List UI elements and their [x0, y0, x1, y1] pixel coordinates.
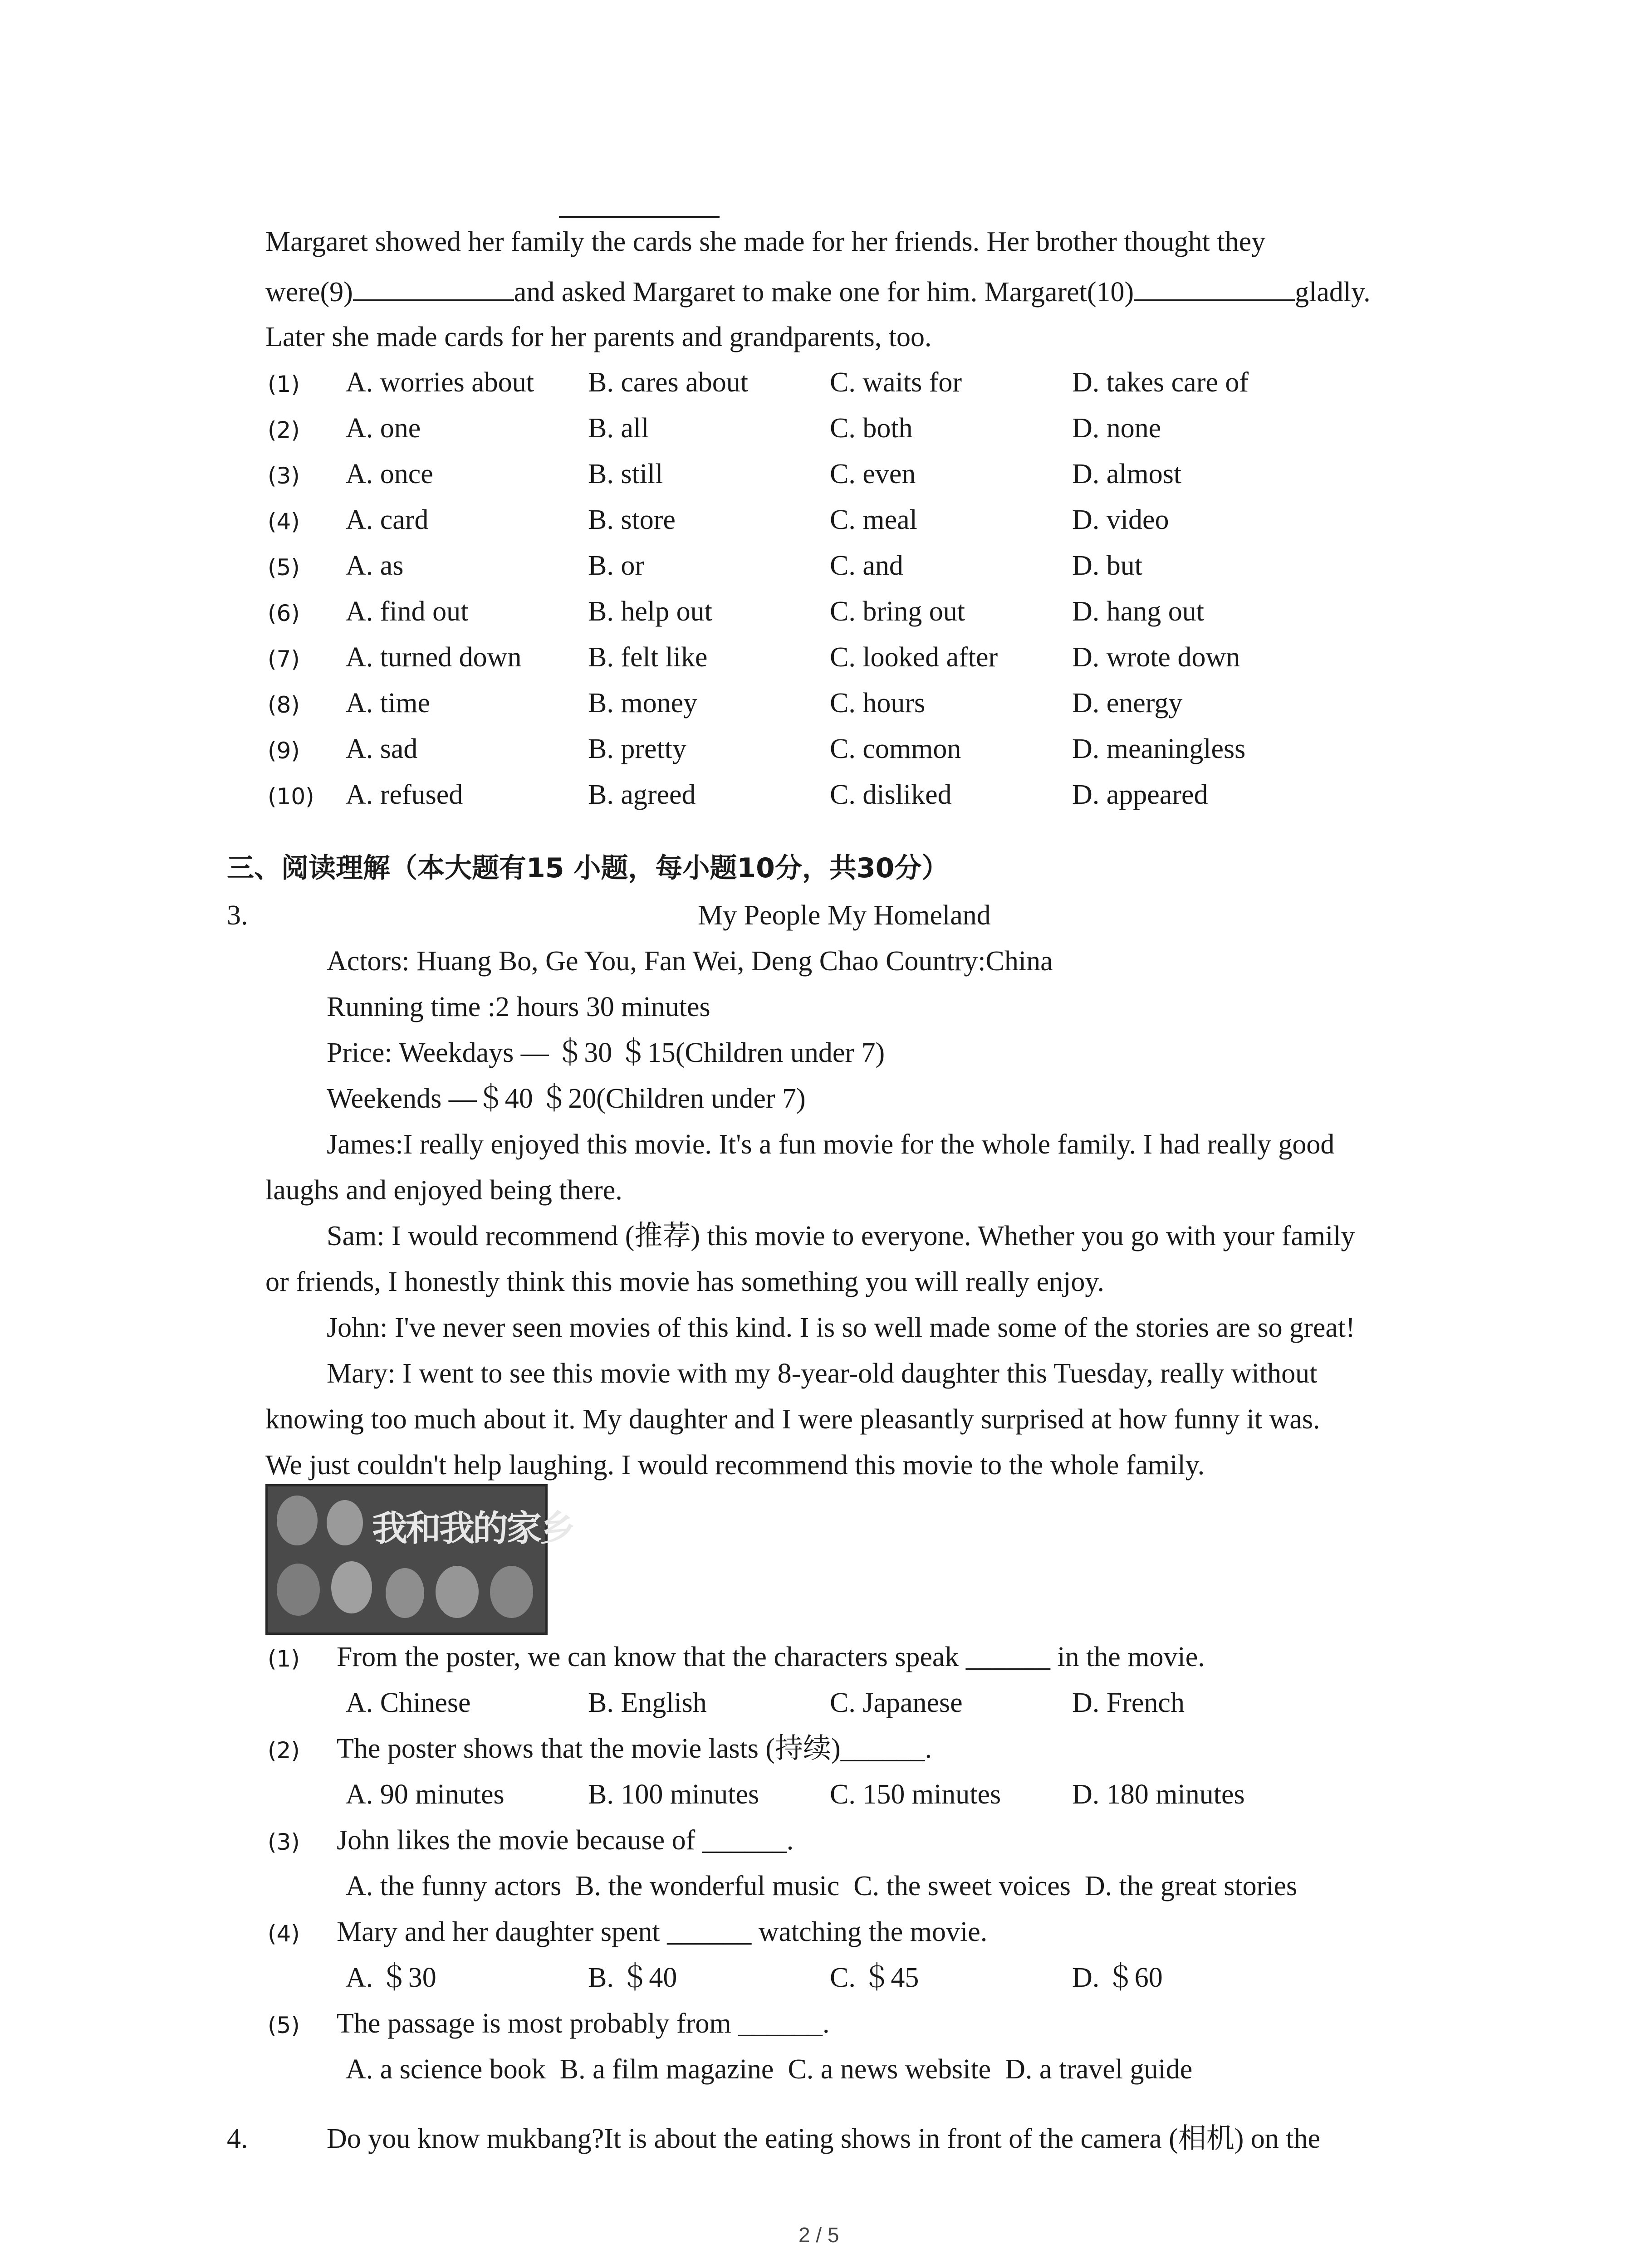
option-a[interactable]: A. once [346, 459, 433, 489]
review-sam-2: or friends, I honestly think this movie has something you will really enjoy. [265, 1266, 1104, 1297]
option-d[interactable]: D. ＄60 [1072, 1962, 1163, 1993]
option-b[interactable]: B. store [588, 504, 676, 535]
option-d[interactable]: D. energy [1072, 688, 1183, 719]
option-d[interactable]: D. but [1072, 550, 1142, 581]
option-b[interactable]: B. or [588, 550, 644, 581]
cloze-line-1: Margaret showed her family the cards she made for her friends. Her brother thought they [265, 226, 1266, 257]
option-a[interactable]: A. time [346, 688, 430, 719]
subquestion-stem: From the poster, we can know that the characters speak ______ in the movie. [337, 1642, 1205, 1672]
review-james-2: laughs and enjoyed being there. [265, 1175, 622, 1206]
movie-price-weekdays: Price: Weekdays — ＄30 ＄15(Children under 7) [327, 1037, 885, 1068]
option-a[interactable]: A. sad [346, 733, 418, 764]
option-a[interactable]: A. Chinese [346, 1687, 471, 1718]
option-d[interactable]: D. none [1072, 413, 1161, 444]
option-d[interactable]: D. takes care of [1072, 367, 1249, 398]
movie-actors: Actors: Huang Bo, Ge You, Fan Wei, Deng Chao Country:China [327, 946, 1053, 977]
option-d[interactable]: D. hang out [1072, 596, 1205, 627]
poster-face [386, 1568, 424, 1618]
option-number: (9) [268, 738, 300, 764]
cloze-line-2 [265, 277, 1371, 306]
option-number: (6) [268, 600, 300, 626]
poster-face [327, 1500, 363, 1545]
subquestion-number: (3) [268, 1829, 300, 1855]
page-number: 2 / 5 [798, 2223, 839, 2247]
poster-face [331, 1561, 372, 1613]
option-b[interactable]: B. cares about [588, 367, 748, 398]
option-c[interactable]: C. 150 minutes [830, 1779, 1001, 1810]
subquestion-options[interactable]: A. the funny actors B. the wonderful music C. the sweet voices D. the great stories [346, 1871, 1298, 1901]
option-c[interactable]: C. disliked [830, 779, 952, 810]
option-b[interactable]: B. ＄40 [588, 1962, 677, 1993]
option-a[interactable]: A. refused [346, 779, 463, 810]
option-b[interactable]: B. all [588, 413, 649, 444]
cloze-line-2-end: gladly. [1295, 277, 1371, 308]
subquestion-number: (1) [268, 1646, 300, 1672]
review-sam-1: Sam: I would recommend (推荐) this movie to everyone. Whether you go with your family [327, 1221, 1355, 1251]
option-number: (10) [268, 783, 314, 810]
movie-poster-image [265, 1484, 574, 1635]
option-a[interactable]: A. 90 minutes [346, 1779, 505, 1810]
movie-price-weekends: Weekends —＄40 ＄20(Children under 7) [327, 1083, 806, 1114]
review-mary-2: knowing too much about it. My daughter and I were pleasantly surprised at how funny it was. [265, 1404, 1320, 1435]
option-number: (5) [268, 554, 300, 581]
option-number: (8) [268, 692, 300, 718]
answer-blank-line [559, 216, 720, 218]
poster-face [277, 1564, 320, 1616]
subquestion-number: (4) [268, 1921, 300, 1947]
subquestion-number: (2) [268, 1737, 300, 1764]
subquestion-stem: The poster shows that the movie lasts (持续)______. [337, 1733, 932, 1764]
cloze-line-3: Later she made cards for her parents and grandparents, too. [265, 322, 932, 352]
option-b[interactable]: B. still [588, 459, 663, 489]
option-c[interactable]: C. common [830, 733, 961, 764]
poster-face [277, 1496, 318, 1545]
option-number: (4) [268, 508, 300, 535]
option-number: (2) [268, 417, 300, 443]
question-number: 4. [227, 2123, 248, 2154]
option-c[interactable]: C. meal [830, 504, 917, 535]
passage-title: My People My Homeland [698, 900, 991, 931]
option-c[interactable]: C. Japanese [830, 1687, 963, 1718]
answer-blank-9[interactable] [353, 277, 514, 301]
option-d[interactable]: D. French [1072, 1687, 1185, 1718]
option-b[interactable]: B. English [588, 1687, 707, 1718]
option-d[interactable]: D. video [1072, 504, 1169, 535]
poster-face [490, 1566, 533, 1618]
option-a[interactable]: A. one [346, 413, 421, 444]
movie-running-time: Running time :2 hours 30 minutes [327, 992, 710, 1022]
option-b[interactable]: B. agreed [588, 779, 696, 810]
section-heading: 三、阅读理解（本大题有15 小题，每小题10分，共30分） [227, 852, 949, 884]
cloze-line-2-mid: and asked Margaret to make one for him. Margaret(10) [514, 277, 1134, 308]
option-d[interactable]: D. wrote down [1072, 642, 1240, 673]
poster-face [436, 1566, 479, 1618]
question-number: 3. [227, 900, 248, 931]
poster-title: 我和我的家乡 [372, 1508, 574, 1549]
review-john: John: I've never seen movies of this kind. I is so well made some of the stories are so great! [327, 1312, 1355, 1343]
option-c[interactable]: C. looked after [830, 642, 998, 673]
review-james-1: James:I really enjoyed this movie. It's a fun movie for the whole family. I had really good [327, 1129, 1335, 1160]
option-c[interactable]: C. waits for [830, 367, 962, 398]
option-d[interactable]: D. meaningless [1072, 733, 1246, 764]
option-a[interactable]: A. as [346, 550, 404, 581]
subquestion-stem: The passage is most probably from ______. [337, 2008, 830, 2039]
option-b[interactable]: B. felt like [588, 642, 708, 673]
option-a[interactable]: A. turned down [346, 642, 522, 673]
option-a[interactable]: A. ＄30 [346, 1962, 436, 1993]
option-c[interactable]: C. ＄45 [830, 1962, 919, 1993]
option-d[interactable]: D. 180 minutes [1072, 1779, 1245, 1810]
subquestion-stem: Mary and her daughter spent ______ watching the movie. [337, 1916, 988, 1947]
option-d[interactable]: D. almost [1072, 459, 1182, 489]
cloze-line-2-start: were(9) [265, 277, 353, 308]
option-b[interactable]: B. money [588, 688, 698, 719]
answer-blank-10[interactable] [1134, 277, 1295, 301]
review-mary-3: We just couldn't help laughing. I would recommend this movie to the whole family. [265, 1450, 1205, 1481]
review-mary-1: Mary: I went to see this movie with my 8-year-old daughter this Tuesday, really without [327, 1358, 1318, 1389]
option-b[interactable]: B. help out [588, 596, 712, 627]
option-c[interactable]: C. both [830, 413, 913, 444]
question-4-text: Do you know mukbang?It is about the eating shows in front of the camera (相机) on the [327, 2123, 1321, 2154]
subquestion-number: (5) [268, 2012, 300, 2038]
option-c[interactable]: C. bring out [830, 596, 965, 627]
subquestion-options[interactable]: A. a science book B. a film magazine C. a news website D. a travel guide [346, 2054, 1193, 2085]
option-d[interactable]: D. appeared [1072, 779, 1208, 810]
option-number: (7) [268, 646, 300, 672]
option-c[interactable]: C. and [830, 550, 903, 581]
option-number: (1) [268, 371, 300, 397]
option-c[interactable]: C. even [830, 459, 916, 489]
option-b[interactable]: B. 100 minutes [588, 1779, 759, 1810]
option-number: (3) [268, 463, 300, 489]
option-c[interactable]: C. hours [830, 688, 926, 719]
option-b[interactable]: B. pretty [588, 733, 686, 764]
subquestion-stem: John likes the movie because of ______. [337, 1825, 794, 1856]
option-a[interactable]: A. find out [346, 596, 469, 627]
option-a[interactable]: A. card [346, 504, 429, 535]
option-a[interactable]: A. worries about [346, 367, 534, 398]
